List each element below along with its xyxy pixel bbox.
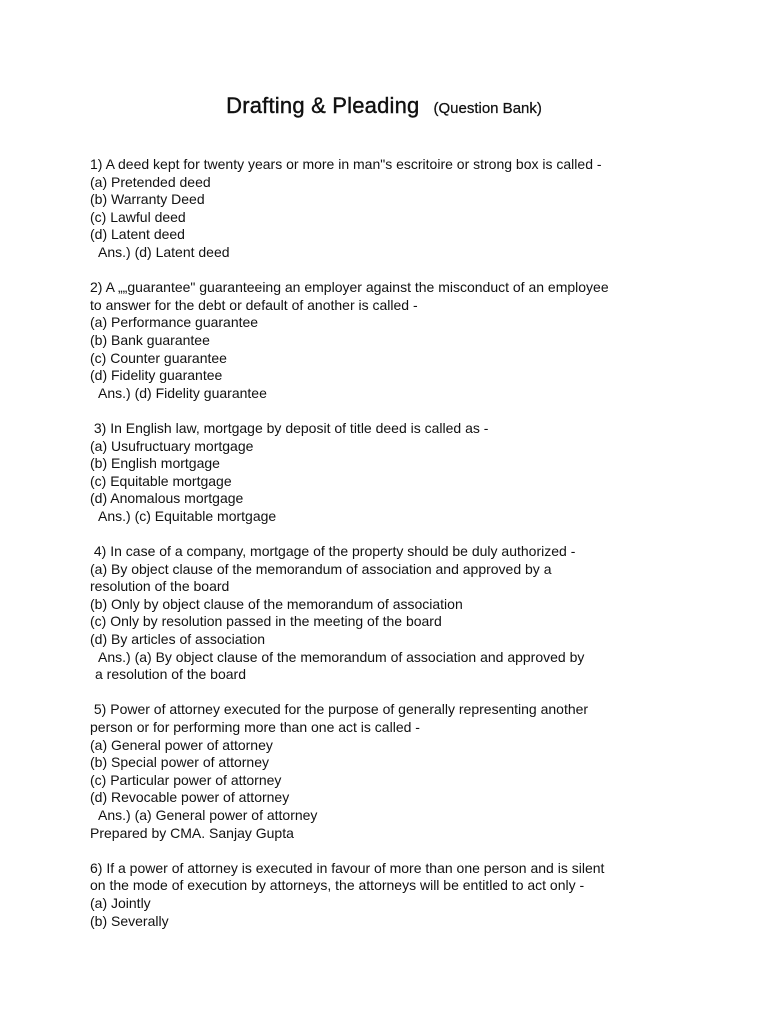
answer: Ans.) (d) Latent deed <box>98 243 230 260</box>
question-3 <box>90 420 750 526</box>
option-b: (b) Bank guarantee <box>90 331 210 348</box>
spacer <box>90 525 750 543</box>
answer-continued: a resolution of the board <box>95 666 246 683</box>
option-d: (d) Latent deed <box>90 226 185 243</box>
answer: Ans.) (d) Fidelity guarantee <box>98 384 267 401</box>
option-c: (c) Counter guarantee <box>90 349 227 366</box>
question-text: 5) Power of attorney executed for the purpose of generally representing another <box>90 701 589 718</box>
option-b: (b) Warranty Deed <box>90 191 205 208</box>
question-2 <box>90 279 750 402</box>
option-b: (b) Only by object clause of the memorandum of association <box>90 595 463 612</box>
option-a: (a) Usufructuary mortgage <box>90 437 254 454</box>
option-c: (c) Equitable mortgage <box>90 472 232 489</box>
option-b: (b) Severally <box>90 912 169 929</box>
option-a: (a) General power of attorney <box>90 736 273 753</box>
spacer <box>90 402 750 420</box>
question-text: 6) If a power of attorney is executed in favour of more than one person and is silent <box>90 859 605 876</box>
option-b: (b) Special power of attorney <box>90 754 269 771</box>
option-d: (d) Anomalous mortgage <box>90 490 244 507</box>
question-5 <box>90 701 750 842</box>
title-main: Drafting & Pleading <box>226 93 420 118</box>
title-subtitle: (Question Bank) <box>433 100 542 117</box>
question-list <box>90 156 750 930</box>
answer: Ans.) (c) Equitable mortgage <box>98 507 277 524</box>
question-text-continued: to answer for the debt or default of another is called - <box>90 296 418 313</box>
spacer <box>90 262 750 280</box>
question-6 <box>90 860 750 930</box>
author-note: Prepared by CMA. Sanjay Gupta <box>90 824 294 841</box>
question-text: 2) A „„guarantee" guaranteeing an employer against the misconduct of an employee <box>90 279 609 296</box>
question-text-continued: on the mode of execution by attorneys, the attorneys will be entitled to act only - <box>90 877 585 894</box>
answer: Ans.) (a) General power of attorney <box>98 806 318 823</box>
option-a: (a) By object clause of the memorandum of association and approved by a <box>90 560 552 577</box>
spacer <box>90 684 750 702</box>
option-c: (c) Particular power of attorney <box>90 771 282 788</box>
option-a: (a) Pretended deed <box>90 173 211 190</box>
option-d: (d) Revocable power of attorney <box>90 789 290 806</box>
question-4 <box>90 543 750 684</box>
answer: Ans.) (a) By object clause of the memorandum of association and approved by <box>98 648 585 665</box>
option-c: (c) Only by resolution passed in the meeting of the board <box>90 613 442 630</box>
option-a-continued: resolution of the board <box>90 578 230 595</box>
question-text: 3) In English law, mortgage by deposit of title deed is called as - <box>90 419 489 436</box>
option-b: (b) English mortgage <box>90 455 220 472</box>
option-d: (d) Fidelity guarantee <box>90 367 223 384</box>
question-text-continued: person or for performing more than one act is called - <box>90 719 420 735</box>
question-1 <box>90 156 750 262</box>
option-c: (c) Lawful deed <box>90 208 186 225</box>
question-text: 1) A deed kept for twenty years or more in man"s escritoire or strong box is called - <box>90 156 602 172</box>
document-title <box>0 93 768 119</box>
spacer <box>90 842 750 860</box>
option-a: (a) Jointly <box>90 894 151 911</box>
option-a: (a) Performance guarantee <box>90 314 259 331</box>
option-d: (d) By articles of association <box>90 631 266 648</box>
question-text: 4) In case of a company, mortgage of the property should be duly authorized - <box>90 543 576 560</box>
